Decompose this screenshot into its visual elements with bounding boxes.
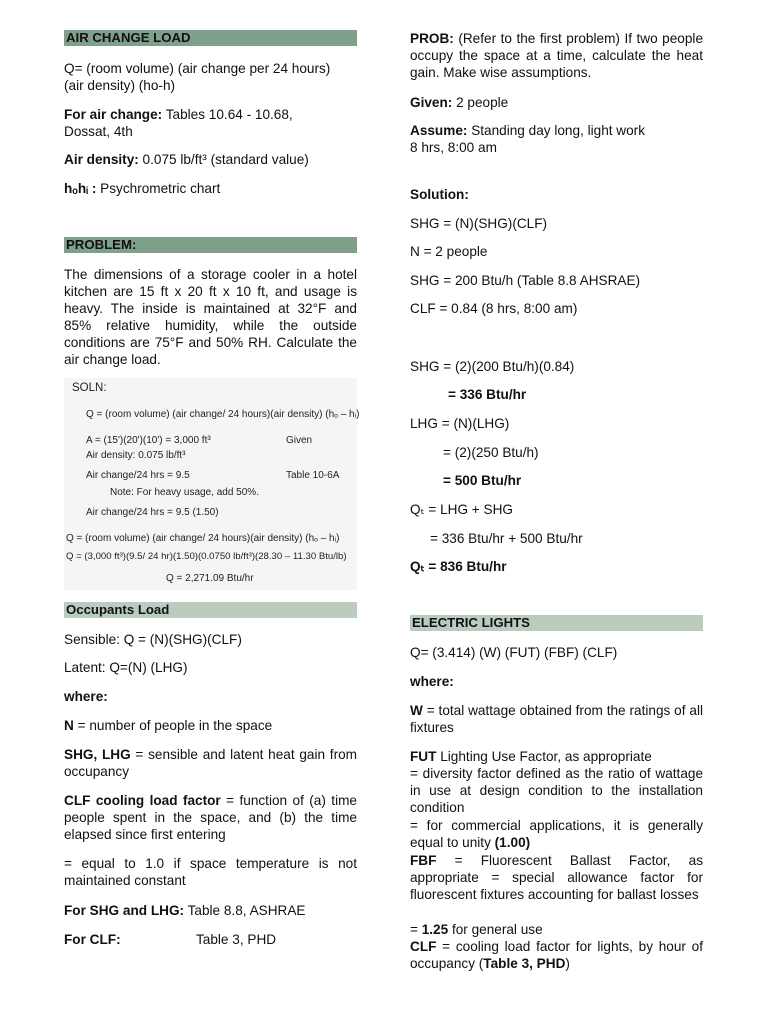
- clf-light-label: CLF: [410, 939, 437, 954]
- solution-l11: = 336 Btu/hr + 500 Btu/hr: [430, 531, 583, 546]
- fbf-label: FBF: [410, 853, 437, 868]
- soln-line9: Q = 2,271.09 Btu/hr: [166, 573, 254, 584]
- fut3-text: = for commercial applications, it is generally equal to unity: [410, 818, 703, 850]
- electric-fbf2: [410, 921, 703, 938]
- assume-value2: 8 hrs, 8:00 am: [410, 140, 497, 155]
- electric-fut: [410, 748, 703, 765]
- occupants-where-label: where:: [64, 689, 108, 704]
- electric-formula: Q= (3.414) (W) (FUT) (FBF) (CLF): [410, 645, 618, 660]
- air-density-value: 0.075 lb/ft³ (standard value): [138, 152, 309, 167]
- for-air-change-value: Tables 10.64 - 10.68,: [162, 107, 293, 122]
- occupants-where: [64, 688, 357, 705]
- for-shg-value: Table 8.8, ASHRAE: [184, 903, 306, 918]
- solution-l1: SHG = (N)(SHG)(CLF): [410, 216, 548, 231]
- fbf-bold: 1.25: [421, 922, 449, 937]
- occupants-n: [64, 717, 357, 734]
- for-air-change: [64, 106, 357, 123]
- electric-heading: ELECTRIC LIGHTS: [410, 615, 703, 631]
- for-clf: [64, 931, 357, 948]
- solution-l2: N = 2 people: [410, 244, 488, 259]
- soln-line1: Q = (room volume) (air change/ 24 hours)(air density) (hₒ – hᵢ): [86, 409, 360, 420]
- solution-image: [64, 378, 360, 590]
- occupants-latent: Latent: Q=(N) (LHG): [64, 660, 188, 675]
- occupants-clf: [64, 792, 357, 843]
- solution-l12: Qₜ = 836 Btu/hr: [410, 559, 507, 574]
- occupants-sensible: Sensible: Q = (N)(SHG)(CLF): [64, 632, 242, 647]
- electric-fut2: = diversity factor defined as the ratio of wattage in use at design condition to the installation condition: [410, 766, 703, 815]
- given: [410, 94, 703, 111]
- air-density: [64, 151, 357, 168]
- solution-l9: = 500 Btu/hr: [443, 473, 522, 488]
- clf-light-bold: Table 3, PHD: [483, 956, 566, 971]
- air-density-label: Air density:: [64, 152, 139, 167]
- prob-body: (Refer to the first problem) If two people occupy the space at a time, calculate the heat gain. Make wise assumptions.: [410, 31, 703, 80]
- soln-line5: Note: For heavy usage, add 50%.: [110, 487, 259, 498]
- n-label: N: [64, 718, 74, 733]
- for-clf-label: For CLF:: [64, 932, 121, 947]
- clf-text: = function of (a) time people spent in the space, and (b) the time elapsed since first entering: [64, 793, 357, 842]
- shg-label: SHG, LHG: [64, 747, 131, 762]
- fut3-bold: (1.00): [494, 835, 531, 850]
- solution-l3: SHG = 200 Btu/h (Table 8.8 AHSRAE): [410, 273, 641, 288]
- solution-label: [410, 186, 703, 203]
- soln-line8: Q = (3,000 ft³)(9.5/ 24 hr)(1.50)(0.0750 lb/ft³)(28.30 – 11.30 Btu/lb): [66, 551, 347, 562]
- occupants-equal: = equal to 1.0 if space temperature is not maintained constant: [64, 856, 357, 888]
- soln-line4a: Air change/24 hrs = 9.5: [86, 470, 190, 481]
- n-text: = number of people in the space: [73, 718, 273, 733]
- problem-text: The dimensions of a storage cooler in a hotel kitchen are 15 ft x 20 ft x 10 ft, and usage is heavy. The inside is maintained at 32°F and 85% relative humidity, while the outside conditions are 75°F and 50% RH. Calculate the air change load.: [64, 267, 357, 367]
- solution-l7: LHG = (N)(LHG): [410, 416, 510, 431]
- solution-l5: SHG = (2)(200 Btu/h)(0.84): [410, 359, 575, 374]
- shg-text: = sensible and latent heat gain from occupancy: [64, 747, 357, 779]
- fut-label: FUT: [410, 749, 437, 764]
- soln-line3: Air density: 0.075 lb/ft³: [86, 450, 186, 461]
- given-value: 2 people: [452, 95, 509, 110]
- occupants-shg: [64, 746, 357, 780]
- soln-line6: Air change/24 hrs = 9.5 (1.50): [86, 507, 219, 518]
- w-text: = total wattage obtained from the ratings of all fixtures: [410, 703, 703, 735]
- for-clf-value: Table 3, PHD: [196, 932, 277, 947]
- given-label: Given:: [410, 95, 453, 110]
- prob-text: [410, 30, 703, 81]
- assume-label: Assume:: [410, 123, 468, 138]
- soln-title: SOLN:: [72, 382, 107, 394]
- for-shg-label: For SHG and LHG:: [64, 903, 185, 918]
- electric-where-label: where:: [410, 674, 454, 689]
- soln-line2b: Given: [286, 435, 313, 446]
- electric-where: [410, 673, 703, 690]
- electric-fbf: [410, 852, 703, 903]
- solution-l10: Qₜ = LHG + SHG: [410, 502, 513, 517]
- problem-heading: PROBLEM:: [64, 237, 357, 253]
- fbf-text: = Fluorescent Ballast Factor, as appropriate = special allowance factor for fluorescent fixtures accounting for ballast losses: [410, 853, 703, 902]
- for-air-change-value2: Dossat, 4th: [64, 124, 133, 139]
- occupants-heading: Occupants Load: [64, 602, 357, 618]
- electric-w: [410, 702, 703, 736]
- hohi: [64, 180, 357, 197]
- fbf-text2: for general use: [448, 922, 543, 937]
- electric-clf: [410, 938, 703, 972]
- prob-label: PROB:: [410, 31, 454, 46]
- solution-l6: = 336 Btu/hr: [448, 387, 527, 402]
- clf-light-close: ): [565, 956, 570, 971]
- fut-text: Lighting Use Factor, as appropriate: [436, 749, 652, 764]
- for-shg: [64, 902, 357, 919]
- fbf-eq: =: [410, 922, 422, 937]
- assume-value: Standing day long, light work: [467, 123, 646, 138]
- w-label: W: [410, 703, 423, 718]
- air-change-formula-2: (air density) (ho-h): [64, 78, 176, 93]
- soln-line4b: Table 10-6A: [286, 470, 340, 481]
- clf-label: CLF cooling load factor: [64, 793, 221, 808]
- solution-l8: = (2)(250 Btu/h): [443, 445, 539, 460]
- hohi-value: Psychrometric chart: [96, 181, 221, 196]
- for-air-change-label: For air change:: [64, 107, 163, 122]
- air-change-formula-1: Q= (room volume) (air change per 24 hours): [64, 61, 331, 76]
- soln-line2a: A = (15')(20')(10') = 3,000 ft³: [86, 435, 211, 446]
- hohi-label: hₒhᵢ :: [64, 181, 97, 196]
- clf-light-text: = cooling load factor for lights, by hour of occupancy (: [410, 939, 703, 971]
- solution-l4: CLF = 0.84 (8 hrs, 8:00 am): [410, 301, 578, 316]
- electric-fut3: [410, 817, 703, 851]
- assume: [410, 122, 703, 139]
- soln-line7: Q = (room volume) (air change/ 24 hours)(air density) (hₒ – hᵢ): [66, 533, 340, 544]
- solution-label-text: Solution:: [410, 187, 469, 202]
- air-change-heading: AIR CHANGE LOAD: [64, 30, 357, 46]
